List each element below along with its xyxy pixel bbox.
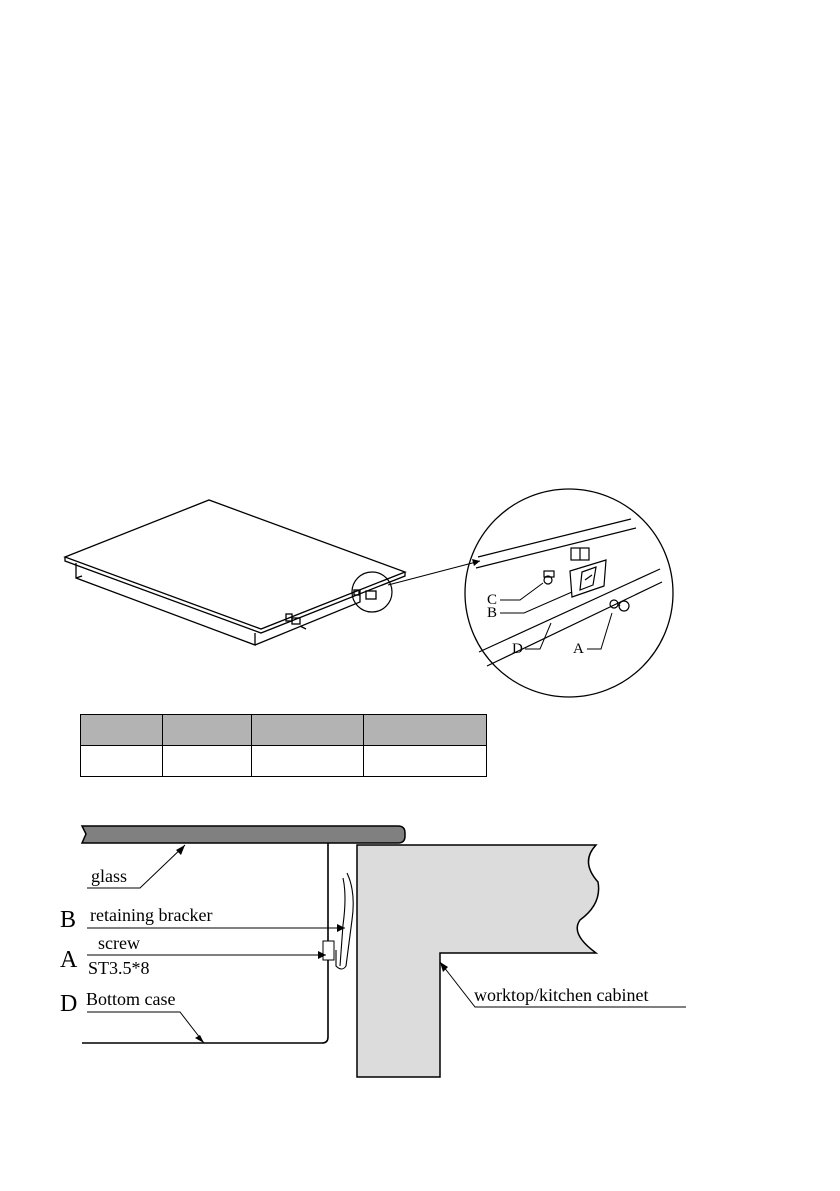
parts-table-header-row <box>81 715 487 746</box>
hob-installation-drawing <box>0 480 840 700</box>
table-header-cell <box>81 715 163 746</box>
glass-plate <box>82 826 405 843</box>
label-glass: glass <box>91 866 127 886</box>
table-cell <box>364 746 487 777</box>
installation-cross-section <box>0 815 840 1095</box>
worktop-cabinet-shape <box>357 845 599 1077</box>
screw-body <box>323 941 334 960</box>
table-header-cell <box>252 715 364 746</box>
parts-table-row <box>81 746 487 777</box>
parts-table <box>80 714 487 777</box>
table-cell <box>252 746 364 777</box>
label-screw-spec: ST3.5*8 <box>88 958 150 978</box>
table-cell <box>163 746 252 777</box>
detail-contents <box>476 519 662 666</box>
label-b-letter: B <box>60 907 77 933</box>
table-header-cell <box>364 715 487 746</box>
detail-label-b: B <box>487 605 498 621</box>
label-retaining-bracker: retaining bracker <box>90 905 213 925</box>
retaining-bracket <box>336 873 353 969</box>
table-header-cell <box>163 715 252 746</box>
detail-label-d: D <box>512 641 523 657</box>
hob-outline <box>65 500 405 645</box>
label-screw: screw <box>98 933 140 953</box>
table-cell <box>81 746 163 777</box>
label-worktop-cabinet: worktop/kitchen cabinet <box>474 985 649 1005</box>
label-a-letter: A <box>60 947 78 973</box>
label-bottom-case: Bottom case <box>86 989 176 1009</box>
label-d-letter: D <box>60 991 78 1017</box>
detail-label-a: A <box>573 641 584 657</box>
detail-label-c: C <box>487 592 498 608</box>
detail-leaders <box>500 583 612 649</box>
